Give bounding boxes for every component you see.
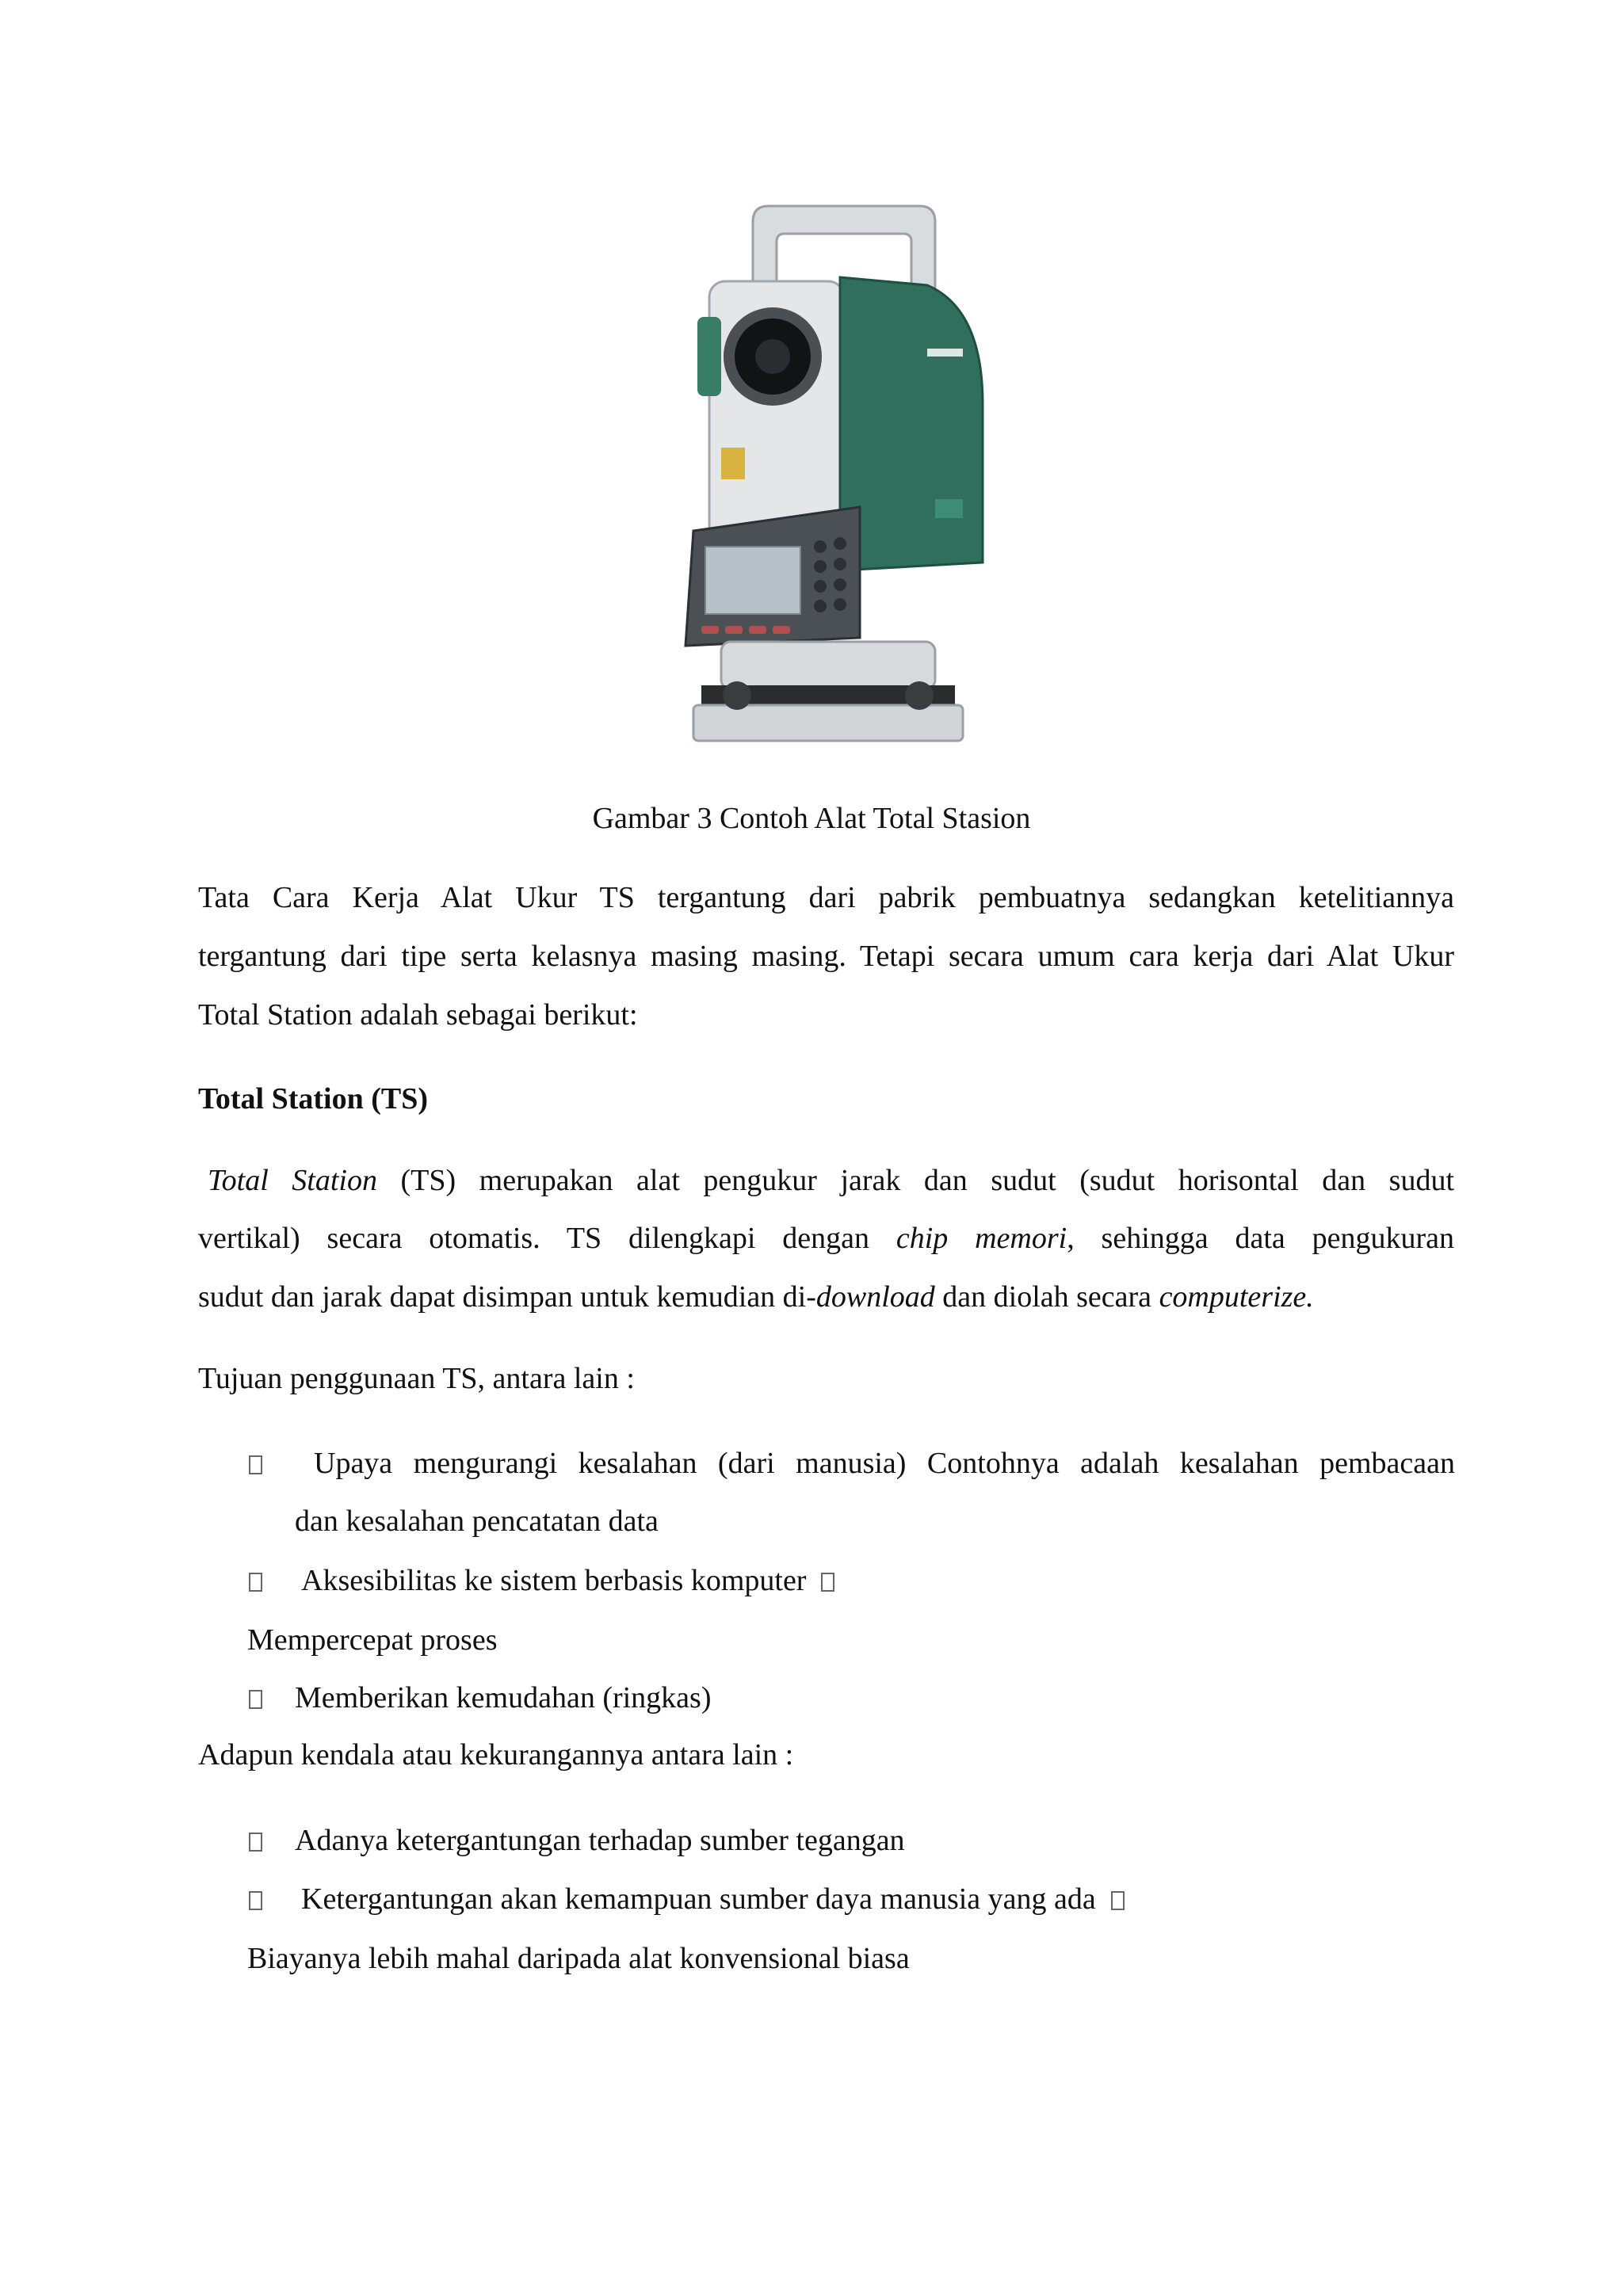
definition-line-2	[198, 1219, 1454, 1258]
definition-line-2-tail: , sehingga data pengukuran	[1067, 1222, 1454, 1255]
definition-line-3-text: sudut dan jarak dapat disimpan untuk kemudian di-	[198, 1280, 816, 1314]
definition-line-2-text: vertikal) secara otomatis. TS dilengkapi dengan	[198, 1222, 869, 1255]
constraint-bullet-1	[249, 1821, 262, 1860]
bullet-box-icon	[821, 1573, 834, 1592]
intro-line-3: Total Station adalah sebagai berikut:	[198, 998, 638, 1032]
goal-item-2	[301, 1561, 834, 1600]
bullet-box-icon	[249, 1573, 262, 1592]
bullet-box-icon	[249, 1891, 262, 1910]
bullet-box-icon	[249, 1455, 262, 1474]
goal-bullet-1	[249, 1444, 262, 1483]
constraint-item-2-text: Ketergantungan akan kemampuan sumber daya manusia yang ada	[301, 1882, 1096, 1916]
term-chip-memori: chip memori	[896, 1222, 1067, 1255]
goal-bullet-4	[249, 1678, 262, 1718]
constraint-item-1: Adanya ketergantungan terhadap sumber tegangan	[295, 1824, 905, 1857]
definition-line-3	[198, 1277, 1314, 1317]
bullet-box-icon	[249, 1690, 262, 1709]
constraint-bullet-2	[249, 1879, 262, 1919]
term-total-station: Total Station	[208, 1164, 377, 1197]
definition-line-3-mid: dan diolah secara	[934, 1280, 1159, 1314]
goal-item-1-line-1: Upaya mengurangi kesalahan (dari manusia) Contohnya adalah kesalahan pembacaan	[314, 1447, 1455, 1480]
constraint-item-2	[301, 1879, 1125, 1919]
term-download: download	[815, 1280, 935, 1314]
intro-line-2: tergantung dari tipe serta kelasnya masing masing. Tetapi secara umum cara kerja dari Alat Ukur	[198, 940, 1454, 973]
definition-line-1-text: (TS) merupakan alat pengukur jarak dan sudut (sudut horisontal dan sudut	[400, 1164, 1454, 1197]
definition-line-1	[208, 1161, 1454, 1200]
goal-bullet-2	[249, 1561, 262, 1600]
term-computerize: computerize.	[1159, 1280, 1314, 1314]
section-heading: Total Station (TS)	[198, 1082, 428, 1116]
figure-caption: Gambar 3 Contoh Alat Total Stasion	[592, 802, 1031, 835]
goal-item-2-text: Aksesibilitas ke sistem berbasis komputer	[301, 1564, 807, 1597]
bullet-box-icon	[249, 1833, 262, 1852]
goal-item-3: Mempercepat proses	[247, 1623, 498, 1657]
goal-item-4: Memberikan kemudahan (ringkas)	[295, 1681, 712, 1714]
goal-item-1-line-2: dan kesalahan pencatatan data	[295, 1505, 659, 1538]
constraint-item-3: Biayanya lebih mahal daripada alat konvensional biasa	[247, 1942, 910, 1975]
goals-intro: Tujuan penggunaan TS, antara lain :	[198, 1362, 635, 1395]
total-station-image	[666, 198, 1038, 753]
intro-line-1: Tata Cara Kerja Alat Ukur TS tergantung dari pabrik pembuatnya sedangkan ketelitiannya	[198, 881, 1454, 914]
bullet-box-icon	[1111, 1891, 1125, 1910]
constraints-intro: Adapun kendala atau kekurangannya antara lain :	[198, 1738, 794, 1772]
